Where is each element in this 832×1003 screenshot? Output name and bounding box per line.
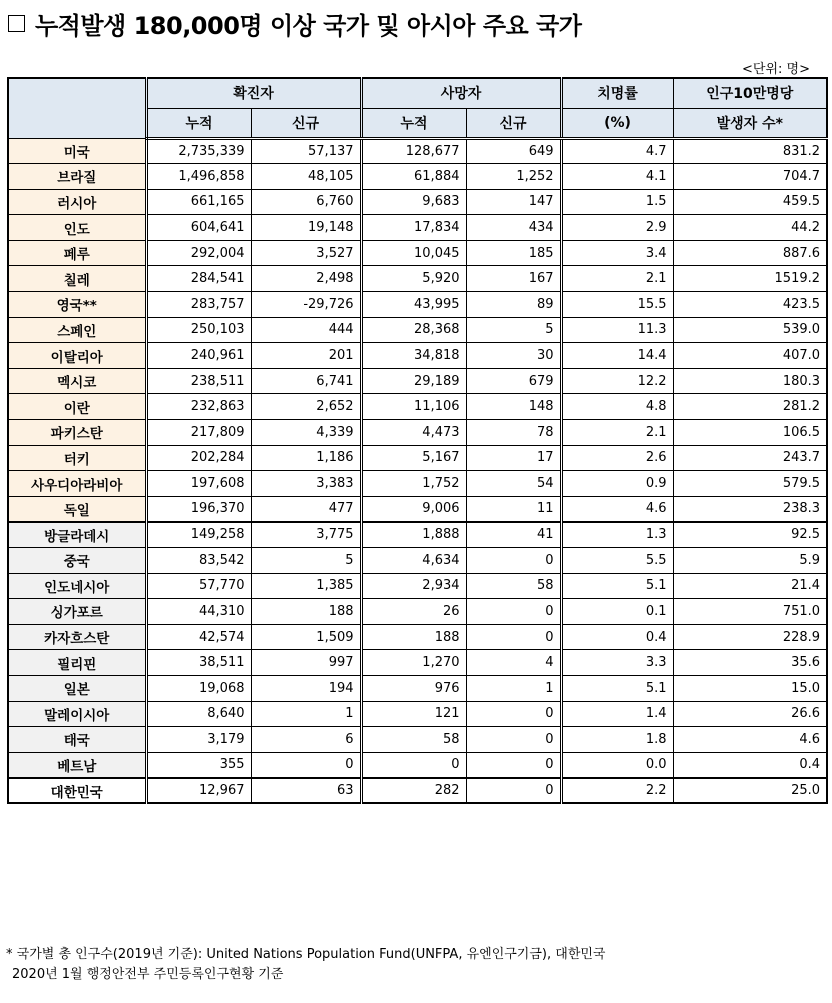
cell-confirmed-cumulative: 284,541 <box>146 266 251 292</box>
cell-deaths-new: 1 <box>466 675 561 701</box>
cell-country: 베트남 <box>8 752 146 778</box>
cell-confirmed-cumulative: 283,757 <box>146 292 251 318</box>
cell-per100k: 228.9 <box>673 624 827 650</box>
cell-deaths-cumulative: 4,634 <box>361 548 466 574</box>
cell-confirmed-cumulative: 83,542 <box>146 548 251 574</box>
cell-deaths-cumulative: 1,888 <box>361 522 466 548</box>
cell-confirmed-new: 6,741 <box>251 368 361 394</box>
cell-fatality-rate: 0.1 <box>561 599 673 625</box>
cell-per100k: 26.6 <box>673 701 827 727</box>
cell-confirmed-cumulative: 38,511 <box>146 650 251 676</box>
cell-per100k: 459.5 <box>673 189 827 215</box>
cell-confirmed-new: 57,137 <box>251 138 361 164</box>
cell-per100k: 243.7 <box>673 445 827 471</box>
cell-per100k: 887.6 <box>673 240 827 266</box>
cell-per100k: 751.0 <box>673 599 827 625</box>
cell-per100k: 281.2 <box>673 394 827 420</box>
cell-confirmed-new: 1,385 <box>251 573 361 599</box>
cell-deaths-new: 147 <box>466 189 561 215</box>
table-row <box>8 522 827 548</box>
cell-deaths-new: 17 <box>466 445 561 471</box>
table-row <box>8 752 827 778</box>
cell-per100k: 35.6 <box>673 650 827 676</box>
table-row <box>8 701 827 727</box>
cell-fatality-rate: 5.1 <box>561 675 673 701</box>
table-row <box>8 240 827 266</box>
cell-confirmed-cumulative: 661,165 <box>146 189 251 215</box>
cell-per100k: 1519.2 <box>673 266 827 292</box>
cell-confirmed-cumulative: 250,103 <box>146 317 251 343</box>
cell-confirmed-new: 6 <box>251 727 361 753</box>
table-row <box>8 317 827 343</box>
cell-deaths-cumulative: 188 <box>361 624 466 650</box>
cell-confirmed-new: 63 <box>251 778 361 804</box>
cell-deaths-new: 649 <box>466 138 561 164</box>
page-title <box>8 6 581 40</box>
cell-country: 카자흐스탄 <box>8 624 146 650</box>
header-deaths: 사망자 <box>361 78 561 108</box>
table-row <box>8 675 827 701</box>
cell-deaths-new: 148 <box>466 394 561 420</box>
cell-per100k: 92.5 <box>673 522 827 548</box>
table-row <box>8 624 827 650</box>
cell-confirmed-new: 2,498 <box>251 266 361 292</box>
table-row <box>8 573 827 599</box>
cell-fatality-rate: 14.4 <box>561 343 673 369</box>
cell-deaths-cumulative: 58 <box>361 727 466 753</box>
cell-confirmed-cumulative: 196,370 <box>146 496 251 522</box>
footnote-line-2: 2020년 1월 행정안전부 주민등록인구현황 기준 <box>12 967 284 982</box>
cell-confirmed-cumulative: 232,863 <box>146 394 251 420</box>
cell-confirmed-new: 477 <box>251 496 361 522</box>
cell-deaths-new: 679 <box>466 368 561 394</box>
cell-deaths-new: 89 <box>466 292 561 318</box>
header-confirmed: 확진자 <box>146 78 361 108</box>
header-confirmed-new: 신규 <box>251 108 361 138</box>
table-row <box>8 368 827 394</box>
cell-confirmed-cumulative: 57,770 <box>146 573 251 599</box>
table-row <box>8 650 827 676</box>
table-row <box>8 471 827 497</box>
table-row <box>8 266 827 292</box>
cell-fatality-rate: 12.2 <box>561 368 673 394</box>
cell-deaths-cumulative: 61,884 <box>361 164 466 190</box>
cell-confirmed-new: 3,775 <box>251 522 361 548</box>
cell-confirmed-cumulative: 8,640 <box>146 701 251 727</box>
cell-country: 멕시코 <box>8 368 146 394</box>
cell-country: 싱가포르 <box>8 599 146 625</box>
header-country <box>8 78 146 138</box>
cell-fatality-rate: 4.1 <box>561 164 673 190</box>
cell-confirmed-new: 188 <box>251 599 361 625</box>
cell-fatality-rate: 0.4 <box>561 624 673 650</box>
cell-country: 인도 <box>8 215 146 241</box>
cell-confirmed-cumulative: 217,809 <box>146 420 251 446</box>
cell-confirmed-cumulative: 2,735,339 <box>146 138 251 164</box>
cell-confirmed-cumulative: 149,258 <box>146 522 251 548</box>
cell-confirmed-cumulative: 1,496,858 <box>146 164 251 190</box>
cell-fatality-rate: 0.9 <box>561 471 673 497</box>
table-row <box>8 215 827 241</box>
cell-deaths-new: 58 <box>466 573 561 599</box>
cell-fatality-rate: 15.5 <box>561 292 673 318</box>
cell-confirmed-new: 2,652 <box>251 394 361 420</box>
cell-deaths-cumulative: 17,834 <box>361 215 466 241</box>
cell-confirmed-new: 1,186 <box>251 445 361 471</box>
cell-deaths-new: 0 <box>466 599 561 625</box>
cell-deaths-cumulative: 10,045 <box>361 240 466 266</box>
cell-deaths-new: 30 <box>466 343 561 369</box>
cell-country: 영국** <box>8 292 146 318</box>
table-row <box>8 496 827 522</box>
cell-deaths-cumulative: 5,167 <box>361 445 466 471</box>
cell-deaths-new: 0 <box>466 778 561 804</box>
cell-country: 말레이시아 <box>8 701 146 727</box>
cell-confirmed-new: 1,509 <box>251 624 361 650</box>
cell-per100k: 25.0 <box>673 778 827 804</box>
cell-confirmed-new: 3,383 <box>251 471 361 497</box>
cell-country: 파키스탄 <box>8 420 146 446</box>
cell-country: 브라질 <box>8 164 146 190</box>
cell-confirmed-new: 0 <box>251 752 361 778</box>
cell-confirmed-new: 444 <box>251 317 361 343</box>
cell-deaths-cumulative: 34,818 <box>361 343 466 369</box>
cell-deaths-new: 0 <box>466 701 561 727</box>
cell-deaths-cumulative: 43,995 <box>361 292 466 318</box>
table-row <box>8 394 827 420</box>
cell-confirmed-cumulative: 604,641 <box>146 215 251 241</box>
header-per100k: 인구10만명당 <box>673 78 827 108</box>
cell-deaths-cumulative: 121 <box>361 701 466 727</box>
cell-deaths-new: 0 <box>466 752 561 778</box>
cell-per100k: 579.5 <box>673 471 827 497</box>
table-row <box>8 164 827 190</box>
cell-deaths-new: 11 <box>466 496 561 522</box>
cell-deaths-cumulative: 0 <box>361 752 466 778</box>
cell-confirmed-new: 194 <box>251 675 361 701</box>
cell-confirmed-cumulative: 202,284 <box>146 445 251 471</box>
table-row <box>8 420 827 446</box>
cell-confirmed-cumulative: 3,179 <box>146 727 251 753</box>
table-row <box>8 778 827 804</box>
cell-deaths-new: 1,252 <box>466 164 561 190</box>
cell-fatality-rate: 2.2 <box>561 778 673 804</box>
cell-deaths-new: 78 <box>466 420 561 446</box>
cell-deaths-new: 41 <box>466 522 561 548</box>
covid-stats-table <box>7 77 828 804</box>
cell-fatality-rate: 4.6 <box>561 496 673 522</box>
cell-deaths-cumulative: 1,752 <box>361 471 466 497</box>
cell-country: 스페인 <box>8 317 146 343</box>
cell-confirmed-new: 6,760 <box>251 189 361 215</box>
cell-country: 러시아 <box>8 189 146 215</box>
cell-confirmed-cumulative: 240,961 <box>146 343 251 369</box>
cell-deaths-new: 5 <box>466 317 561 343</box>
cell-fatality-rate: 2.1 <box>561 420 673 446</box>
cell-country: 일본 <box>8 675 146 701</box>
cell-per100k: 407.0 <box>673 343 827 369</box>
cell-deaths-cumulative: 976 <box>361 675 466 701</box>
cell-confirmed-cumulative: 42,574 <box>146 624 251 650</box>
cell-confirmed-new: 48,105 <box>251 164 361 190</box>
table-row <box>8 727 827 753</box>
cell-per100k: 106.5 <box>673 420 827 446</box>
cell-deaths-new: 0 <box>466 727 561 753</box>
cell-per100k: 4.6 <box>673 727 827 753</box>
cell-deaths-cumulative: 282 <box>361 778 466 804</box>
footnote-line-1: * 국가별 총 인구수(2019년 기준): United Nations Population Fund(UNFPA, 유엔인구기금), 대한민국 <box>6 947 606 962</box>
header-per100k-unit: 발생자 수* <box>673 108 827 138</box>
cell-country: 대한민국 <box>8 778 146 804</box>
cell-fatality-rate: 3.4 <box>561 240 673 266</box>
cell-country: 미국 <box>8 138 146 164</box>
header-fatality-rate: 치명률 <box>561 78 673 108</box>
table-row <box>8 292 827 318</box>
cell-country: 터키 <box>8 445 146 471</box>
table-row <box>8 138 827 164</box>
unit-label: <단위: 명> <box>742 62 810 77</box>
cell-per100k: 704.7 <box>673 164 827 190</box>
table-row <box>8 189 827 215</box>
cell-fatality-rate: 4.7 <box>561 138 673 164</box>
cell-deaths-cumulative: 1,270 <box>361 650 466 676</box>
cell-confirmed-cumulative: 355 <box>146 752 251 778</box>
cell-fatality-rate: 3.3 <box>561 650 673 676</box>
cell-confirmed-new: -29,726 <box>251 292 361 318</box>
cell-deaths-new: 4 <box>466 650 561 676</box>
cell-per100k: 44.2 <box>673 215 827 241</box>
cell-fatality-rate: 0.0 <box>561 752 673 778</box>
cell-fatality-rate: 1.4 <box>561 701 673 727</box>
cell-deaths-cumulative: 2,934 <box>361 573 466 599</box>
cell-deaths-new: 185 <box>466 240 561 266</box>
table-body <box>8 138 827 803</box>
cell-fatality-rate: 1.3 <box>561 522 673 548</box>
page-title-text: 누적발생 180,000명 이상 국가 및 아시아 주요 국가 <box>35 11 582 40</box>
cell-country: 필리핀 <box>8 650 146 676</box>
cell-per100k: 180.3 <box>673 368 827 394</box>
cell-deaths-cumulative: 128,677 <box>361 138 466 164</box>
table-row <box>8 548 827 574</box>
cell-country: 칠레 <box>8 266 146 292</box>
cell-confirmed-cumulative: 12,967 <box>146 778 251 804</box>
cell-per100k: 539.0 <box>673 317 827 343</box>
cell-fatality-rate: 2.6 <box>561 445 673 471</box>
cell-deaths-cumulative: 26 <box>361 599 466 625</box>
cell-deaths-new: 0 <box>466 624 561 650</box>
cell-country: 사우디아라비아 <box>8 471 146 497</box>
cell-deaths-new: 167 <box>466 266 561 292</box>
cell-fatality-rate: 2.1 <box>561 266 673 292</box>
cell-per100k: 831.2 <box>673 138 827 164</box>
cell-country: 이란 <box>8 394 146 420</box>
cell-per100k: 21.4 <box>673 573 827 599</box>
cell-fatality-rate: 1.8 <box>561 727 673 753</box>
header-deaths-cumulative: 누적 <box>361 108 466 138</box>
cell-confirmed-cumulative: 197,608 <box>146 471 251 497</box>
cell-fatality-rate: 2.9 <box>561 215 673 241</box>
cell-deaths-cumulative: 9,683 <box>361 189 466 215</box>
cell-confirmed-cumulative: 19,068 <box>146 675 251 701</box>
cell-deaths-cumulative: 5,920 <box>361 266 466 292</box>
cell-per100k: 0.4 <box>673 752 827 778</box>
checkbox-square-icon <box>8 15 25 32</box>
cell-country: 페루 <box>8 240 146 266</box>
cell-country: 이탈리아 <box>8 343 146 369</box>
cell-fatality-rate: 5.5 <box>561 548 673 574</box>
header-deaths-new: 신규 <box>466 108 561 138</box>
cell-deaths-new: 434 <box>466 215 561 241</box>
cell-country: 중국 <box>8 548 146 574</box>
cell-country: 독일 <box>8 496 146 522</box>
cell-deaths-new: 54 <box>466 471 561 497</box>
cell-per100k: 15.0 <box>673 675 827 701</box>
cell-deaths-cumulative: 9,006 <box>361 496 466 522</box>
cell-fatality-rate: 5.1 <box>561 573 673 599</box>
cell-country: 방글라데시 <box>8 522 146 548</box>
cell-confirmed-new: 997 <box>251 650 361 676</box>
cell-deaths-new: 0 <box>466 548 561 574</box>
cell-country: 태국 <box>8 727 146 753</box>
table-row <box>8 599 827 625</box>
header-confirmed-cumulative: 누적 <box>146 108 251 138</box>
header-fatality-unit: (%) <box>561 108 673 138</box>
cell-deaths-cumulative: 28,368 <box>361 317 466 343</box>
cell-per100k: 238.3 <box>673 496 827 522</box>
cell-confirmed-cumulative: 292,004 <box>146 240 251 266</box>
cell-deaths-cumulative: 4,473 <box>361 420 466 446</box>
cell-confirmed-new: 3,527 <box>251 240 361 266</box>
footnote <box>6 945 606 985</box>
cell-per100k: 5.9 <box>673 548 827 574</box>
cell-fatality-rate: 1.5 <box>561 189 673 215</box>
table-row <box>8 343 827 369</box>
cell-confirmed-new: 201 <box>251 343 361 369</box>
cell-confirmed-new: 4,339 <box>251 420 361 446</box>
cell-confirmed-cumulative: 44,310 <box>146 599 251 625</box>
cell-confirmed-cumulative: 238,511 <box>146 368 251 394</box>
cell-fatality-rate: 4.8 <box>561 394 673 420</box>
cell-per100k: 423.5 <box>673 292 827 318</box>
cell-deaths-cumulative: 29,189 <box>361 368 466 394</box>
cell-confirmed-new: 5 <box>251 548 361 574</box>
cell-confirmed-new: 1 <box>251 701 361 727</box>
table-row <box>8 445 827 471</box>
cell-fatality-rate: 11.3 <box>561 317 673 343</box>
cell-country: 인도네시아 <box>8 573 146 599</box>
cell-confirmed-new: 19,148 <box>251 215 361 241</box>
cell-deaths-cumulative: 11,106 <box>361 394 466 420</box>
